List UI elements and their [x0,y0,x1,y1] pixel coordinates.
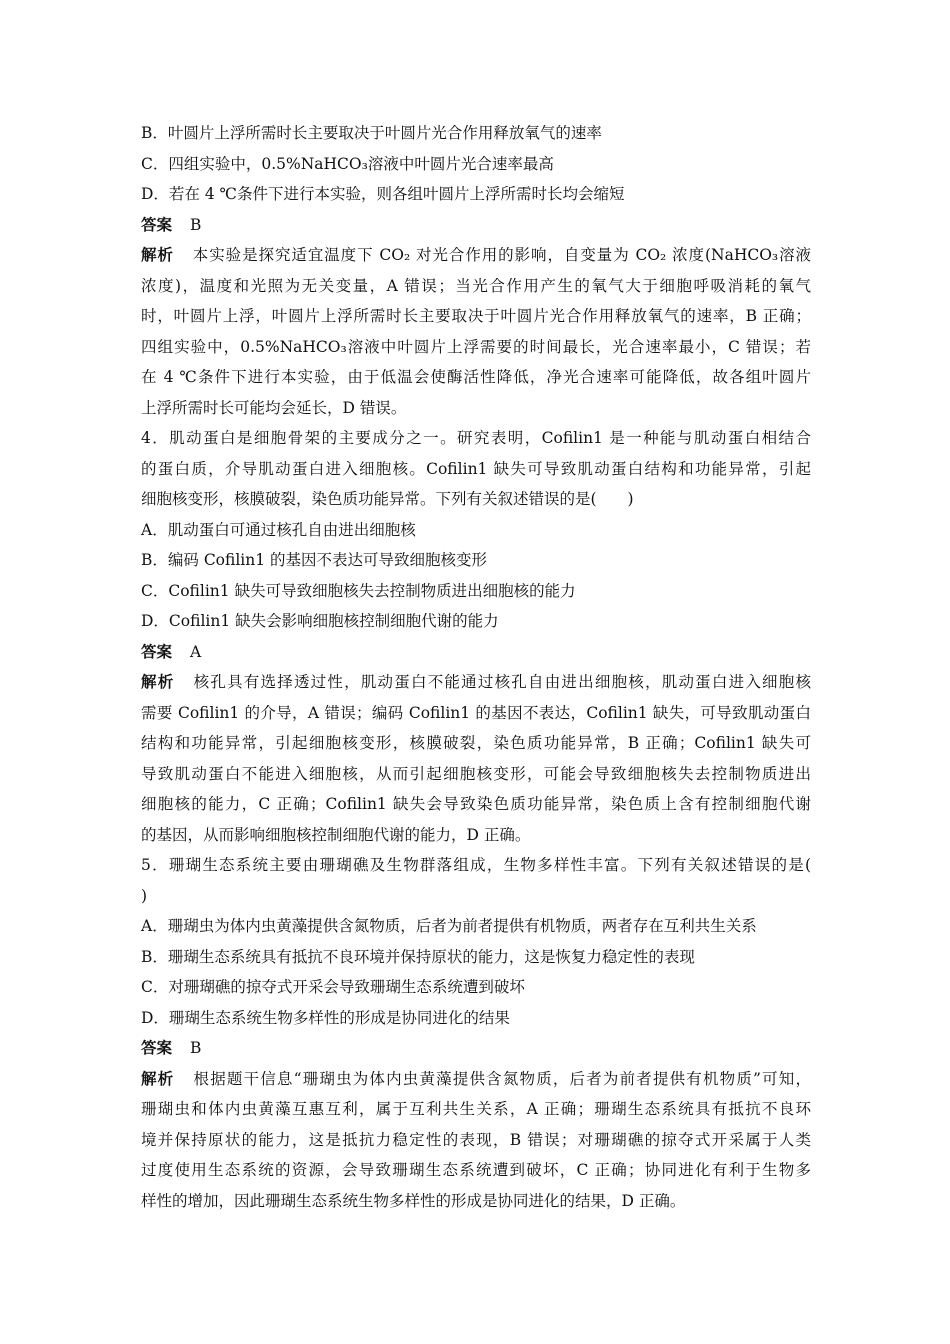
q5-option-c: C．对珊瑚礁的掠夺式开采会导致珊瑚生态系统遭到破坏 [141,978,525,996]
q5-option-b: B．珊瑚生态系统具有抵抗不良环境并保持原状的能力，这是恢复力稳定性的表现 [141,947,695,966]
q4-analysis-line: 导致肌动蛋白不能进入细胞核，从而引起细胞核变形，可能会导致细胞核失去控制物质进出 [141,764,811,783]
q5-stem-line: 5．珊瑚生态系统主要由珊瑚礁及生物群落组成，生物多样性丰富。下列有关叙述错误的是( [141,856,811,874]
q4-analysis-line: 细胞核的能力，C 正确；Cofilin1 缺失会导致染色质功能异常，染色质上含有控制细胞代谢 [141,795,811,813]
q4-option-d: D．Cofilin1 缺失会影响细胞核控制细胞代谢的能力 [141,612,499,630]
analysis-label: 解析 [141,672,175,691]
q5-answer [141,1033,811,1064]
q5-analysis-line [141,1064,811,1095]
answer-value: B [190,215,202,234]
answer-label: 答案 [141,641,173,661]
q4-stem-line: 细胞核变形，核膜破裂，染色质功能异常。下列有关叙述错误的是( ) [141,490,634,508]
q4-analysis-line: 的基因，从而影响细胞核控制细胞代谢的能力，D 正确。 [141,825,531,844]
q3-analysis-line: 在 4 ℃条件下进行本实验，由于低温会使酶活性降低，净光合速率可能降低，故各组叶圆片 [141,368,811,386]
q3-analysis-line: 上浮所需时长可能均会延长，D 错误。 [141,398,407,417]
q4-option-a: A．肌动蛋白可通过核孔自由进出细胞核 [141,520,416,539]
analysis-label: 解析 [141,245,174,264]
q5-option-d: D．珊瑚生态系统生物多样性的形成是协同进化的结果 [141,1008,510,1027]
q3-option-d: D．若在 4 ℃条件下进行本实验，则各组叶圆片上浮所需时长均会缩短 [141,185,625,203]
answer-value: B [190,1039,202,1057]
q3-analysis-line: 时，叶圆片上浮，叶圆片上浮所需时长主要取决于叶圆片光合作用释放氧气的速率，B 正确； [141,307,811,325]
q3-analysis-line: 四组实验中，0.5%NaHCO₃溶液中叶圆片上浮需要的时间最长，光合速率最小，C 错误；若 [141,337,811,356]
q3-analysis-line: 浓度)，温度和光照为无关变量，A 错误；当光合作用产生的氧气大于细胞呼吸消耗的氧气 [141,276,811,295]
q5-analysis-line: 珊瑚虫和体内虫黄藻互惠互利，属于互利共生关系，A 正确；珊瑚生态系统具有抵抗不良环 [141,1100,811,1118]
answer-label: 答案 [141,1038,173,1057]
analysis-text: 本实验是探究适宜温度下 CO₂ 对光合作用的影响，自变量为 CO₂ 浓度(NaHCO₃溶液 [191,246,811,264]
q5-analysis-line: 样性的增加，因此珊瑚生态系统生物多样性的形成是协同进化的结果，D 正确。 [141,1191,686,1210]
analysis-text: 核孔具有选择透过性，肌动蛋白不能通过核孔自由进出细胞核，肌动蛋白进入细胞核 [192,673,811,691]
q4-option-c: C．Cofilin1 缺失可导致细胞核失去控制物质进出细胞核的能力 [141,581,576,600]
q5-option-a: A．珊瑚虫为体内虫黄藻提供含氮物质，后者为前者提供有机物质，两者存在互利共生关系 [141,917,757,935]
q4-stem-line: 4．肌动蛋白是细胞骨架的主要成分之一。研究表明，Cofilin1 是一种能与肌动蛋白相结合 [141,429,811,447]
q4-analysis-line: 需要 Cofilin1 的介导，A 错误；编码 Cofilin1 的基因不表达，Cofilin1 缺失，可导致肌动蛋白 [141,703,811,722]
analysis-text: 根据题干信息“珊瑚虫为体内虫黄藻提供含氮物质，后者为前者提供有机物质”可知， [192,1069,811,1088]
q3-answer [141,210,811,241]
q5-analysis-line: 过度使用生态系统的资源，会导致珊瑚生态系统遭到破坏，C 正确；协同进化有利于生物多 [141,1161,811,1179]
answer-value: A [190,642,202,661]
q3-option-b: B．叶圆片上浮所需时长主要取决于叶圆片光合作用释放氧气的速率 [141,124,602,142]
q3-analysis-line [141,240,811,271]
q4-stem-line: 的蛋白质，介导肌动蛋白进入细胞核。Cofilin1 缺失可导致肌动蛋白结构和功能异常，引起 [141,459,811,478]
q5-analysis-line: 境并保持原状的能力，这是抵抗力稳定性的表现，B 错误；对珊瑚礁的掠夺式开采属于人类 [141,1130,811,1149]
q4-analysis-line [141,667,811,698]
answer-label: 答案 [141,214,173,234]
q4-option-b: B．编码 Cofilin1 的基因不表达可导致细胞核变形 [141,551,488,569]
q4-analysis-line: 结构和功能异常，引起细胞核变形，核膜破裂，染色质功能异常，B 正确；Cofilin1 缺失可 [141,734,811,752]
q3-option-c: C．四组实验中，0.5%NaHCO₃溶液中叶圆片光合速率最高 [141,154,554,173]
q4-answer [141,637,811,668]
q5-stem-line: ) [141,886,148,905]
document-page [141,118,811,1216]
analysis-label: 解析 [141,1068,175,1088]
